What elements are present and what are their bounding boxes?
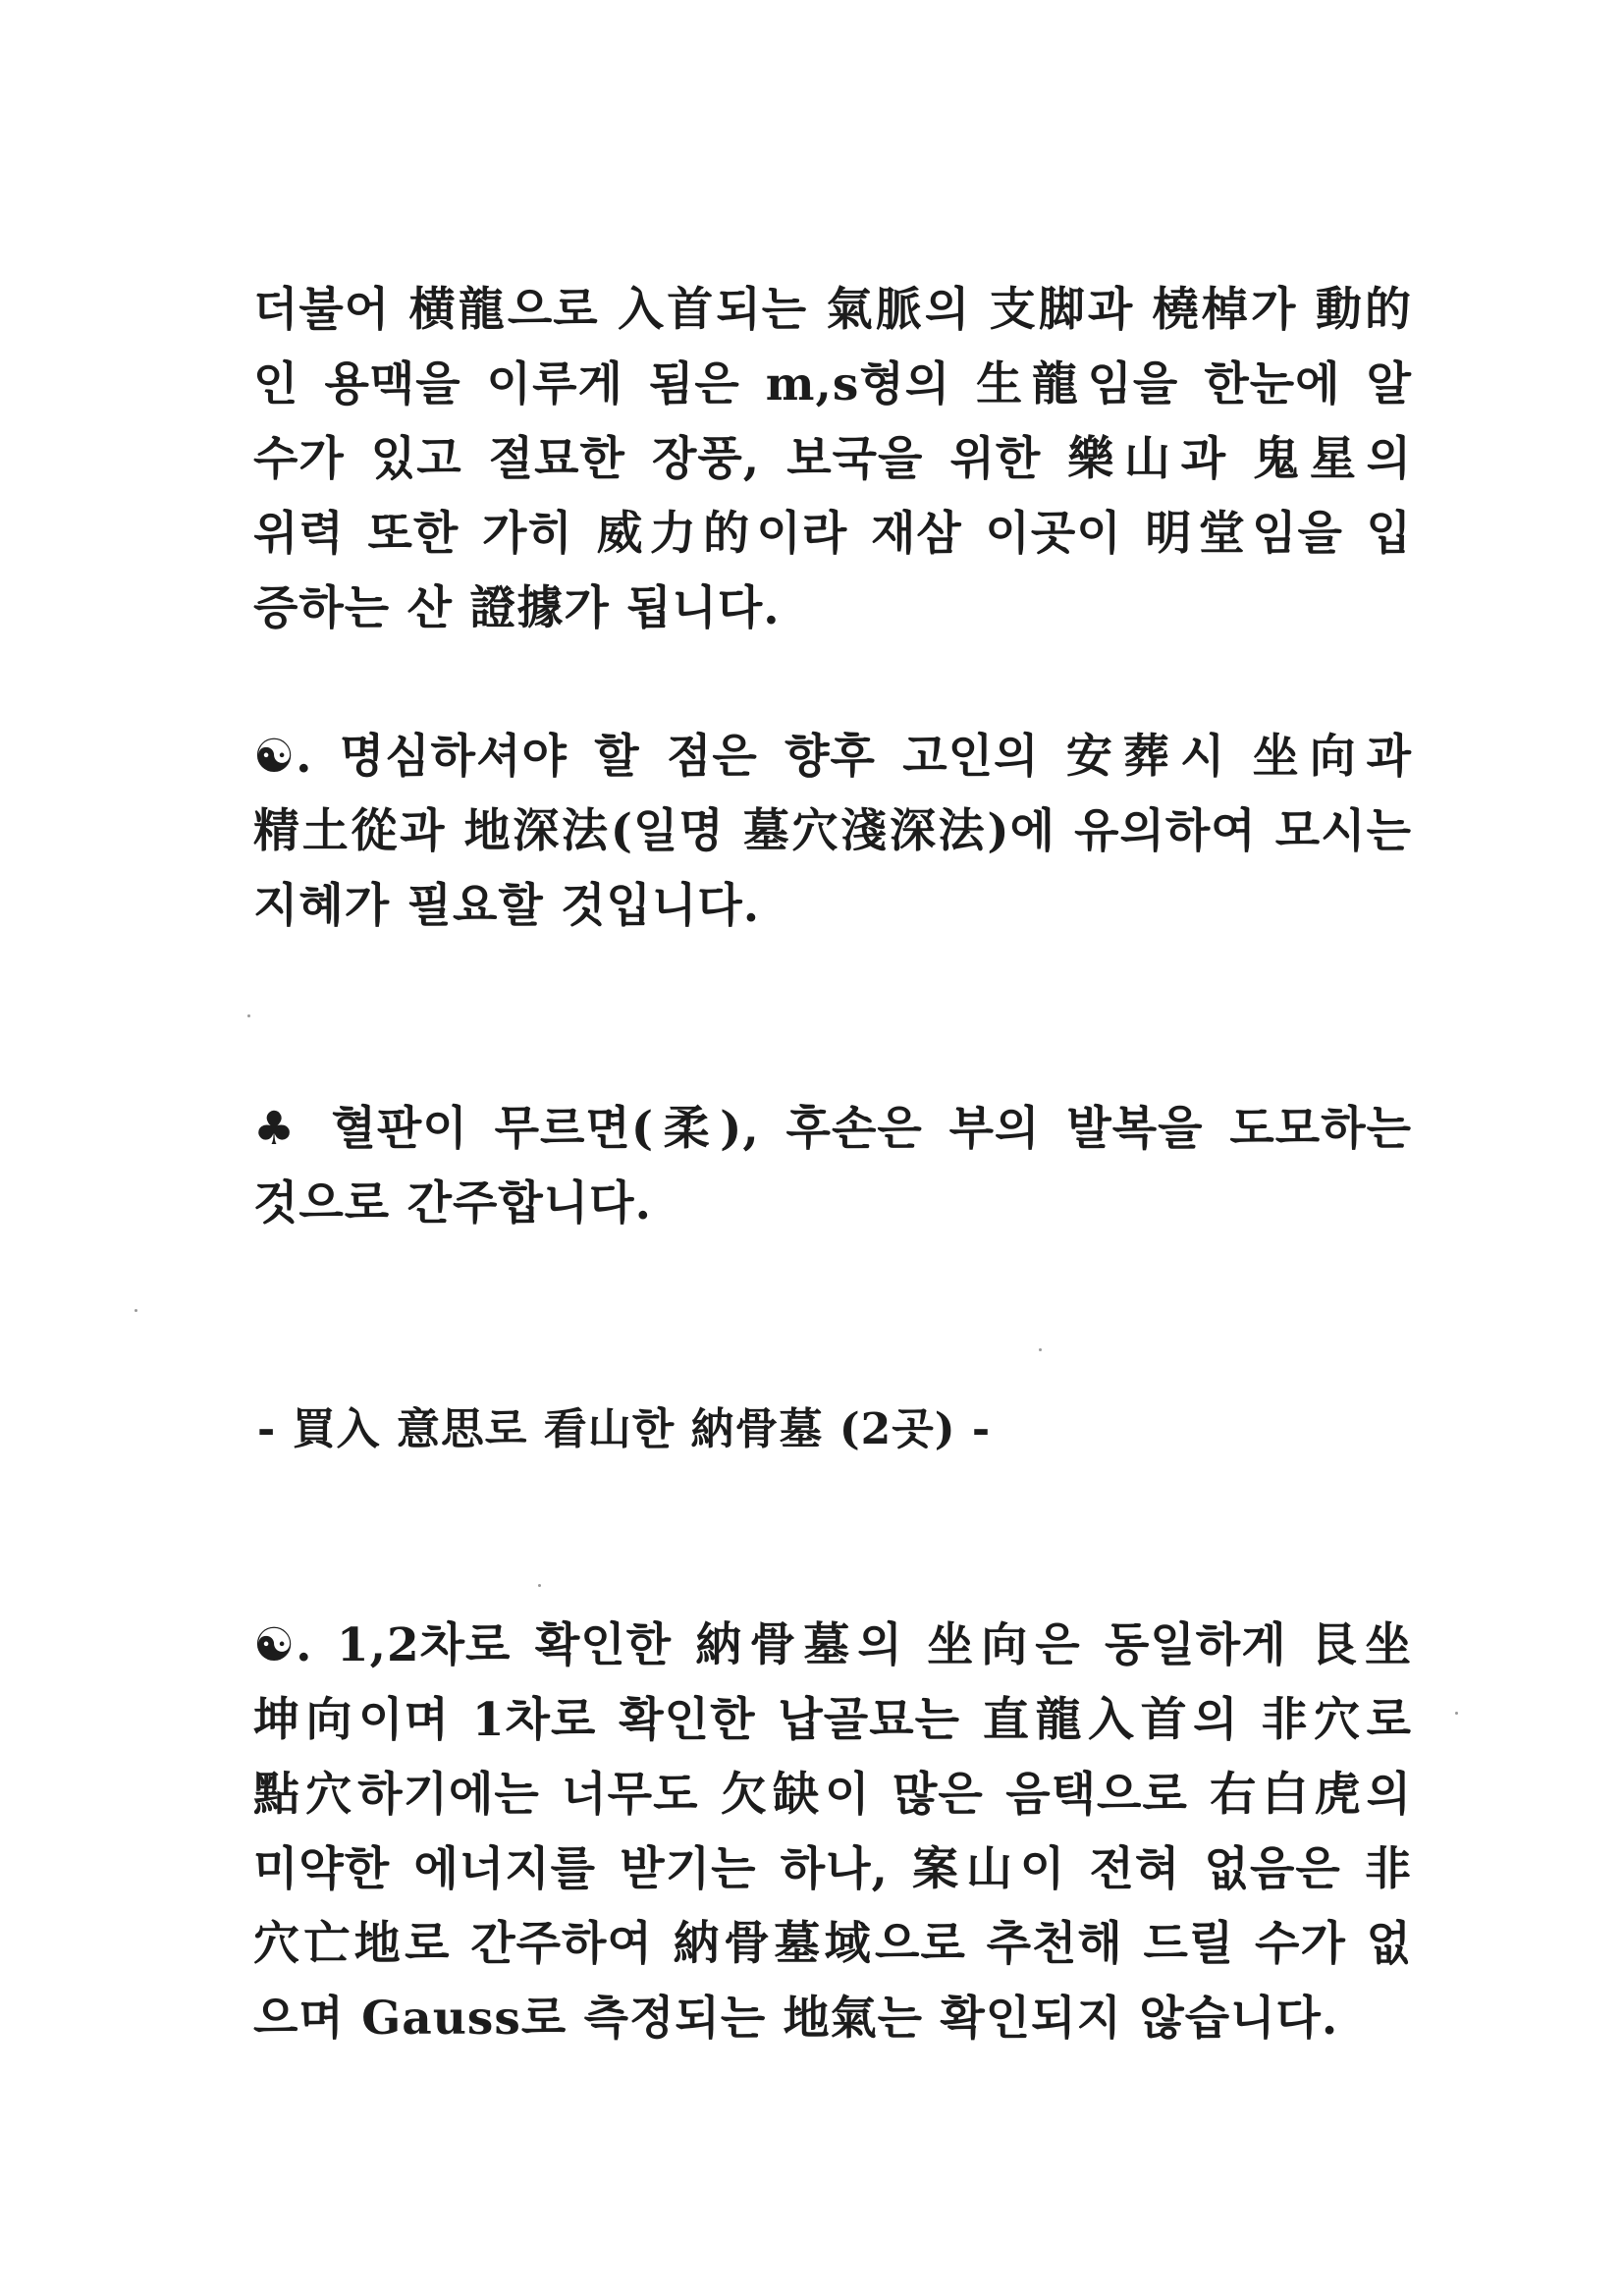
paragraph-line: 수가 있고 절묘한 장풍, 보국을 위한 樂山과 鬼星의: [253, 432, 1412, 486]
paragraph-line-first: [253, 1092, 1412, 1167]
paragraph-line: 으며 Gauss로 측정되는 地氣는 확인되지 않습니다.: [253, 1992, 1339, 2046]
paragraph-line: 인 용맥을 이루게 됨은 m,s형의 生龍임을 한눈에 알: [253, 357, 1412, 411]
paragraph-line: 것으로 간주합니다.: [253, 1176, 652, 1230]
paragraph-line: 위력 또한 가히 威力的이라 재삼 이곳이 明堂임을 입: [253, 507, 1412, 561]
paragraph-1: [253, 273, 1412, 646]
paragraph-line: 精土從과 地深法(일명 墓穴淺深法)에 유의하여 모시는: [253, 804, 1412, 858]
paragraph-line: 증하는 산 證據가 됩니다.: [253, 581, 781, 635]
paragraph-4: [253, 1609, 1412, 2056]
club-suit-icon: ♣: [253, 1102, 305, 1156]
paragraph-line-first: [253, 1609, 1412, 1683]
paragraph-line: 點穴하기에는 너무도 欠缺이 많은 음택으로 右白虎의: [253, 1768, 1412, 1822]
yin-yang-icon: ☯: [253, 730, 297, 784]
scan-speck: [1455, 1712, 1458, 1715]
paragraph-line: 坤向이며 1차로 확인한 납골묘는 直龍入首의 非穴로: [253, 1693, 1412, 1747]
scan-speck: [538, 1584, 541, 1587]
paragraph-3: [253, 1092, 1412, 1241]
paragraph-2: [253, 720, 1412, 944]
yin-yang-icon: ☯: [253, 1618, 297, 1672]
paragraph-line-first: [253, 720, 1412, 794]
paragraph-line-text: . 명심하셔야 할 점은 향후 고인의 安葬시 坐向과: [296, 730, 1412, 784]
section-heading: - 買入 意思로 看山한 納骨墓 (2곳) -: [257, 1404, 992, 1454]
scan-speck: [135, 1309, 137, 1312]
paragraph-line: 미약한 에너지를 받기는 하나, 案山이 전혀 없음은 非: [253, 1842, 1412, 1896]
scan-speck: [1039, 1348, 1042, 1351]
scan-speck: [247, 1014, 250, 1017]
paragraph-line: 穴亡地로 간주하여 納骨墓域으로 추천해 드릴 수가 없: [253, 1917, 1412, 1971]
paragraph-line: 더불어 横龍으로 入首되는 氣脈의 支脚과 橈棹가 動的: [253, 283, 1412, 337]
paragraph-line-text: 혈판이 무르면(柔), 후손은 부의 발복을 도모하는: [304, 1102, 1413, 1156]
paragraph-line-text: . 1,2차로 확인한 納骨墓의 坐向은 동일하게 艮坐: [296, 1618, 1412, 1672]
paragraph-line: 지혜가 필요할 것입니다.: [253, 879, 761, 933]
